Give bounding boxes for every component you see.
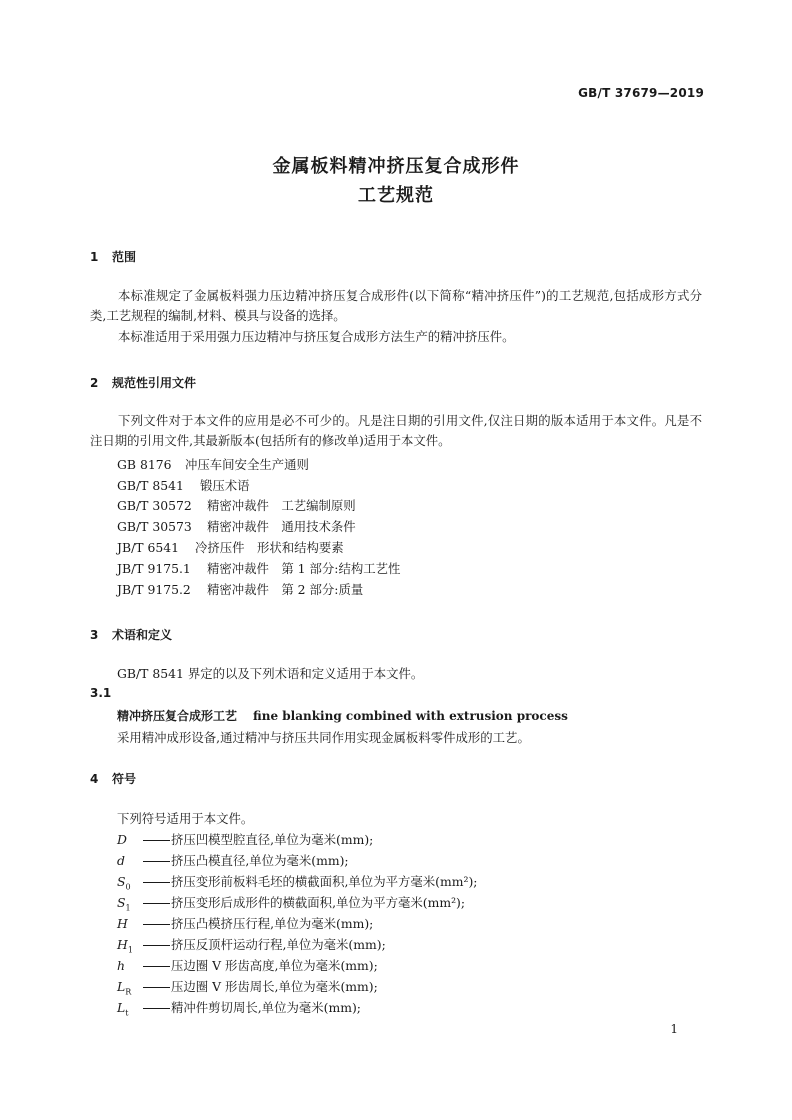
section-2-intro: 下列文件对于本文件的应用是必不可少的。凡是注日期的引用文件,仅注日期的版本适用于本文件。凡是不注日期的引用文件,其最新版本(包括所有的修改单)适用于本文件。 <box>90 413 702 448</box>
symbol-description: 挤压凸模挤压行程,单位为毫米(mm); <box>171 916 374 931</box>
section-number: 3 <box>90 628 99 642</box>
symbol: D <box>117 832 127 847</box>
section-4-heading <box>90 770 136 787</box>
section-1-paragraph-1: 本标准规定了金属板料强力压边精冲挤压复合成形件(以下简称“精冲挤压件”)的工艺规范,包括成形方式分类,工艺规程的编制,材料、模具与设备的选择。 <box>90 288 702 323</box>
reference-code: GB/T 30573 <box>117 519 192 534</box>
standard-number: GB/T 37679—2019 <box>578 86 704 100</box>
term-chinese: 精冲挤压复合成形工艺 <box>117 709 238 723</box>
symbol: $S_1$ <box>117 895 131 913</box>
page-number: 1 <box>670 1022 678 1036</box>
symbol: $H_1$ <box>117 937 133 955</box>
section-number: 2 <box>90 376 99 390</box>
symbol-description: 压边圈 V 形齿高度,单位为毫米(mm); <box>171 958 378 973</box>
reference-item <box>117 538 344 556</box>
symbol: $S_0$ <box>117 874 131 892</box>
dash-line <box>143 861 170 862</box>
section-title: 规范性引用文件 <box>112 376 197 390</box>
symbol-row <box>117 935 386 954</box>
reference-title: 精密冲裁件 第 1 部分:结构工艺性 <box>207 561 401 576</box>
term-entry <box>117 707 568 724</box>
reference-title: 精密冲裁件 通用技术条件 <box>207 519 356 534</box>
symbol: $L_t$ <box>117 1000 129 1018</box>
section-1-paragraph-2: 本标准适用于采用强力压边精冲与挤压复合成形方法生产的精冲挤压件。 <box>118 329 515 344</box>
reference-item <box>117 559 400 577</box>
document-title: 金属板料精冲挤压复合成形件 <box>272 156 520 177</box>
dash-line <box>143 1008 170 1009</box>
reference-title: 精密冲裁件 工艺编制原则 <box>207 498 356 513</box>
symbol-description: 挤压反顶杆运动行程,单位为毫米(mm); <box>171 937 386 952</box>
symbol-row <box>117 977 378 996</box>
symbol-row <box>117 893 465 912</box>
symbol-row <box>117 830 373 849</box>
symbol-description: 挤压凸模直径,单位为毫米(mm); <box>171 853 349 868</box>
reference-title: 冷挤压件 形状和结构要素 <box>195 540 344 555</box>
reference-code: GB/T 30572 <box>117 498 192 513</box>
section-number: 4 <box>90 772 99 786</box>
section-number: 1 <box>90 250 99 264</box>
symbol-row <box>117 914 373 933</box>
dash-line <box>143 903 170 904</box>
section-title: 符号 <box>112 772 137 786</box>
reference-title: 锻压术语 <box>200 478 250 493</box>
dash-line <box>143 840 170 841</box>
symbol-row <box>117 851 349 870</box>
reference-item <box>117 476 250 494</box>
symbol: h <box>117 958 125 973</box>
section-title: 范围 <box>112 250 137 264</box>
symbol-description: 压边圈 V 形齿周长,单位为毫米(mm); <box>171 979 378 994</box>
symbol-description: 挤压变形前板料毛坯的横截面积,单位为平方毫米(mm²); <box>171 874 478 889</box>
section-2-heading <box>90 374 196 391</box>
section-title: 术语和定义 <box>112 628 173 642</box>
reference-title: 精密冲裁件 第 2 部分:质量 <box>207 582 364 597</box>
dash-line <box>143 882 170 883</box>
symbol-description: 挤压凹模型腔直径,单位为毫米(mm); <box>171 832 374 847</box>
reference-item <box>117 496 356 514</box>
reference-code: GB/T 8541 <box>117 478 184 493</box>
dash-line <box>143 987 170 988</box>
symbol: H <box>117 916 128 931</box>
reference-code: JB/T 9175.1 <box>117 561 191 576</box>
term-english: fine blanking combined with extrusion process <box>253 709 568 723</box>
symbol-description: 精冲件剪切周长,单位为毫米(mm); <box>171 1000 361 1015</box>
dash-line <box>143 924 170 925</box>
symbol-row <box>117 998 361 1017</box>
term-definition: 采用精冲成形设备,通过精冲与挤压共同作用实现金属板料零件成形的工艺。 <box>117 730 530 745</box>
reference-code: JB/T 6541 <box>117 540 179 555</box>
section-3-heading <box>90 626 172 643</box>
reference-code: GB 8176 <box>117 457 172 472</box>
dash-line <box>143 966 170 967</box>
symbol: $L_R$ <box>117 979 132 997</box>
reference-item <box>117 517 356 535</box>
reference-item <box>117 580 363 598</box>
reference-title: 冲压车间安全生产通则 <box>185 457 309 472</box>
symbol-row <box>117 956 378 975</box>
document-subtitle: 工艺规范 <box>358 185 434 206</box>
reference-code: JB/T 9175.2 <box>117 582 191 597</box>
dash-line <box>143 945 170 946</box>
section-4-intro: 下列符号适用于本文件。 <box>117 811 254 826</box>
section-3-intro: GB/T 8541 界定的以及下列术语和定义适用于本文件。 <box>117 666 424 681</box>
reference-item <box>117 455 309 473</box>
symbol-description: 挤压变形后成形件的横截面积,单位为平方毫米(mm²); <box>171 895 466 910</box>
section-1-heading <box>90 248 136 265</box>
symbol-row <box>117 872 477 891</box>
subsection-number: 3.1 <box>90 686 112 700</box>
symbol: d <box>117 853 125 868</box>
